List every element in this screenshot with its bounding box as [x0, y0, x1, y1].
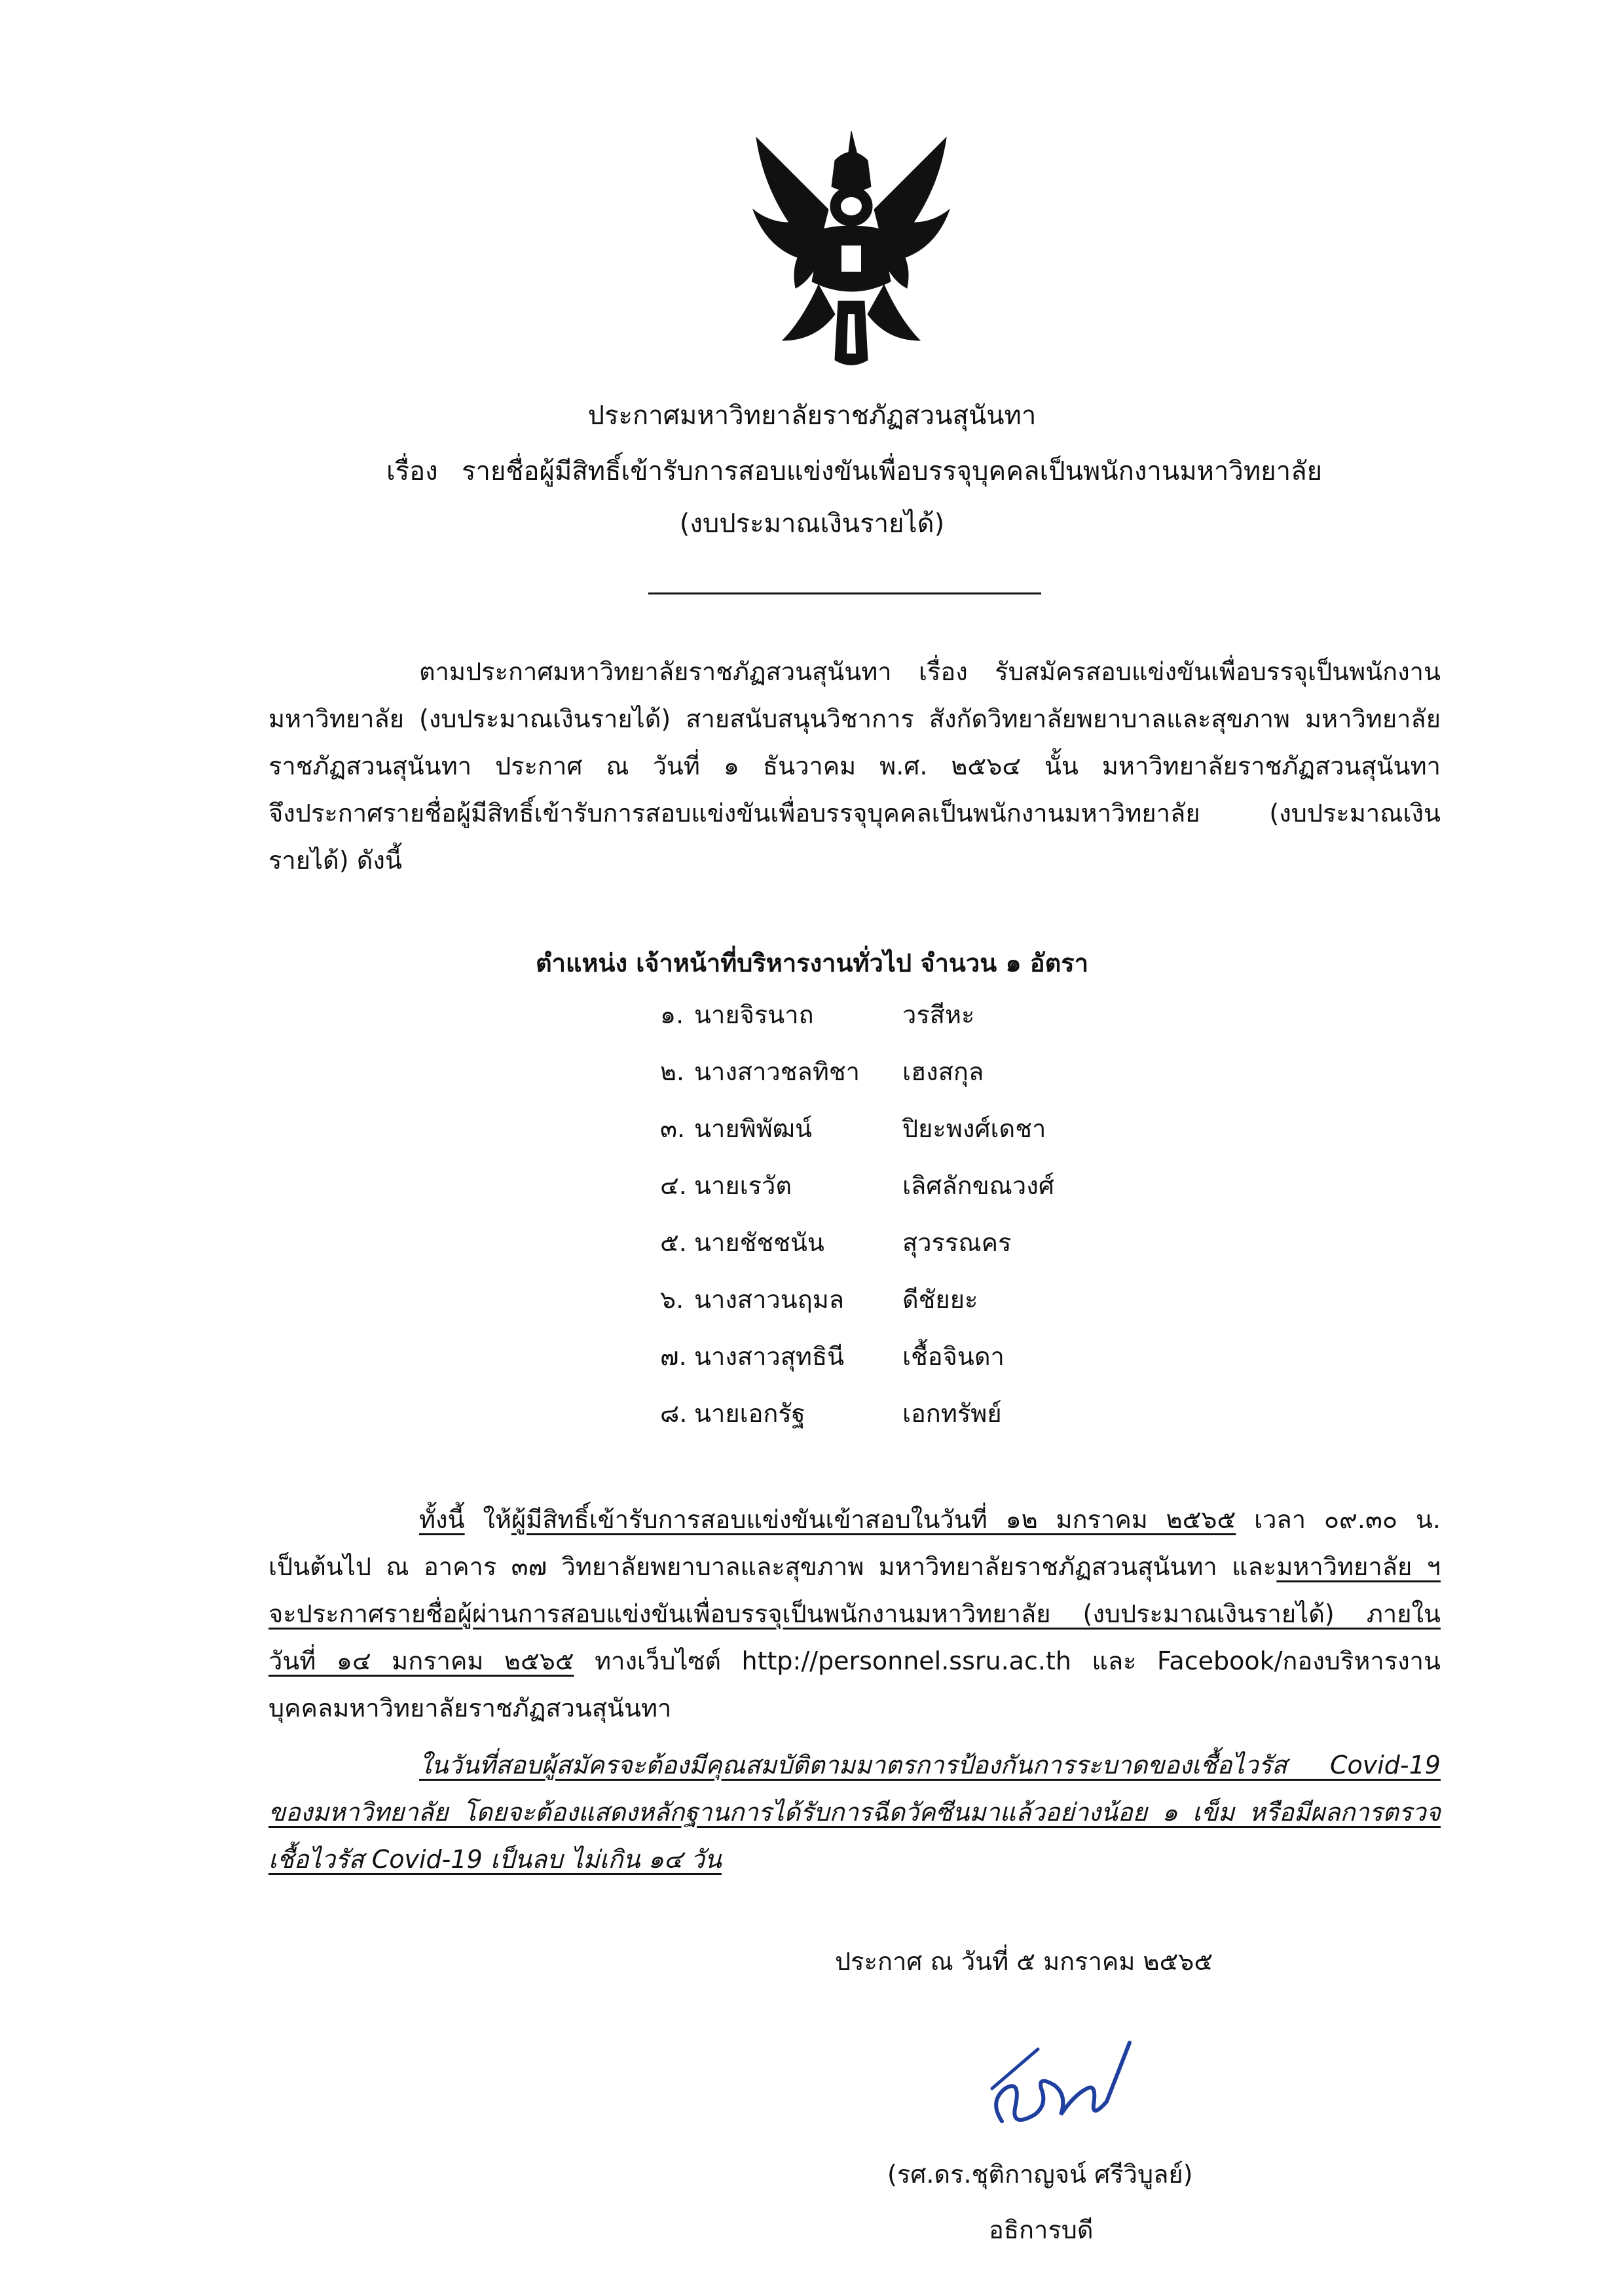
candidate-first-name: นายชัชชนัน: [694, 1228, 824, 1257]
header-divider: [648, 592, 1041, 594]
candidate-number: ๘.: [660, 1399, 688, 1428]
candidate-number: ๔.: [660, 1171, 687, 1200]
exam-underlined: ทั้งนี้: [419, 1505, 465, 1534]
candidate-number: ๖.: [660, 1285, 684, 1314]
candidate-last-name: สุวรรณคร: [902, 1228, 1012, 1257]
candidate-number: ๗.: [660, 1342, 687, 1371]
intro-line-3: ราชภัฏสวนสุนันทา ประกาศ ณ วันที่ ๑ ธันวาคม พ.ศ. ๒๕๖๔ นั้น มหาวิทยาลัยราชภัฏสวนสุนันทา: [268, 752, 1441, 780]
candidate-number: ๒.: [660, 1057, 685, 1086]
candidate-last-name: ปิยะพงศ์เดชา: [902, 1114, 1046, 1143]
intro-line-1: ตามประกาศมหาวิทยาลัยราชภัฏสวนสุนันทา เรื่อง รับสมัครสอบแข่งขันเพื่อบรรจุเป็นพนักงาน: [419, 657, 1441, 686]
budget-note: (งบประมาณเงินรายได้): [679, 509, 945, 539]
exam-time: เวลา ๐๙.๓๐ น.: [1236, 1505, 1441, 1534]
intro-line-2: มหาวิทยาลัย (งบประมาณเงินรายได้) สายสนับสนุนวิชาการ สังกัดวิทยาลัยพยาบาลและสุขภาพ มหาวิทยาลัย: [268, 704, 1441, 733]
intro-line-5: รายได้) ดังนี้: [268, 846, 402, 875]
candidate-number: ๑.: [660, 1000, 684, 1029]
intro-line-4: จึงประกาศรายชื่อผู้มีสิทธิ์เข้ารับการสอบแข่งขันเพื่อบรรจุบุคคลเป็นพนักงานมหาวิทยาลัย (งบประมาณเงิน: [268, 799, 1441, 828]
candidate-first-name: นายจิรนาถ: [694, 1000, 814, 1029]
subject-text: รายชื่อผู้มีสิทธิ์เข้ารับการสอบแข่งขันเพื่อบรรจุบุคคลเป็นพนักงานมหาวิทยาลัย: [462, 456, 1323, 486]
exam-underlined: มหาวิทยาลัย ฯ: [1276, 1552, 1441, 1581]
signer-name: (รศ.ดร.ชุติกาญจน์ ศรีวิบูลย์): [887, 2160, 1193, 2189]
covid-line-2: ของมหาวิทยาลัย โดยจะต้องแสดงหลักฐานการได้รับการฉีดวัคซีนมาแล้วอย่างน้อย ๑ เข็ม หรือมีผลการตรวจ: [268, 1798, 1441, 1827]
candidate-first-name: นายเรวัต: [694, 1171, 792, 1200]
candidate-last-name: วรสีหะ: [902, 1000, 975, 1029]
garuda-emblem-icon: [743, 124, 959, 373]
announcement-date: ประกาศ ณ วันที่ ๕ มกราคม ๒๕๖๕: [835, 1947, 1213, 1976]
candidate-last-name: ดีชัยยะ: [902, 1285, 978, 1314]
subject-label: เรื่อง: [386, 456, 438, 486]
exam-website-text: ทางเว็บไซต์ http://personnel.ssru.ac.th และ Facebook/กองบริหารงาน: [574, 1647, 1441, 1675]
covid-line-3: เชื้อไวรัส Covid-19 เป็นลบ ไม่เกิน ๑๔ วัน: [268, 1845, 722, 1874]
candidate-first-name: นางสาวนฤมล: [694, 1285, 845, 1314]
candidate-first-name: นางสาวสุทธินี: [694, 1342, 845, 1371]
candidate-first-name: นางสาวชลทิชา: [694, 1057, 860, 1086]
exam-line-2: [268, 1543, 1441, 1590]
candidate-last-name: เชื้อจินดา: [902, 1342, 1005, 1371]
announcement-title: ประกาศมหาวิทยาลัยราชภัฏสวนสุนันทา: [587, 401, 1037, 431]
candidate-first-name: นายพิพัฒน์: [694, 1114, 812, 1143]
exam-line-5: บุคคลมหาวิทยาลัยราชภัฏสวนสุนันทา: [268, 1694, 672, 1722]
result-date-underlined: วันที่ ๑๔ มกราคม ๒๕๖๕: [268, 1647, 574, 1675]
candidate-last-name: เฮงสกุล: [902, 1057, 984, 1086]
candidate-number: ๕.: [660, 1228, 687, 1257]
exam-text: ให้: [464, 1505, 511, 1534]
signer-title: อธิการบดี: [989, 2215, 1094, 2244]
signature-mark: [976, 2023, 1139, 2141]
exam-text: เป็นต้นไป ณ อาคาร ๓๗ วิทยาลัยพยาบาลและสุขภาพ มหาวิทยาลัยราชภัฏสวนสุนันทา และ: [268, 1552, 1277, 1581]
candidate-last-name: เอกทรัพย์: [902, 1399, 1002, 1428]
candidate-last-name: เลิศลักขณวงศ์: [902, 1171, 1054, 1200]
covid-line-1: ในวันที่สอบผู้สมัครจะต้องมีคุณสมบัติตามมาตรการป้องกันการระบาดของเชื้อไวรัส Covid-19: [419, 1751, 1441, 1779]
exam-line-1: [419, 1496, 1441, 1543]
exam-line-4: [268, 1637, 1441, 1685]
candidate-number: ๓.: [660, 1114, 686, 1143]
candidate-first-name: นายเอกรัฐ: [694, 1399, 805, 1428]
exam-line-3: จะประกาศรายชื่อผู้ผ่านการสอบแข่งขันเพื่อบรรจุเป็นพนักงานมหาวิทยาลัย (งบประมาณเงินรายได้) ภายใน: [268, 1599, 1441, 1628]
exam-date-underlined: ผู้มีสิทธิ์เข้ารับการสอบแข่งขันเข้าสอบในวันที่ ๑๒ มกราคม ๒๕๖๕: [511, 1505, 1236, 1534]
position-heading: ตำแหน่ง เจ้าหน้าที่บริหารงานทั่วไป จำนวน ๑ อัตรา: [535, 949, 1089, 977]
